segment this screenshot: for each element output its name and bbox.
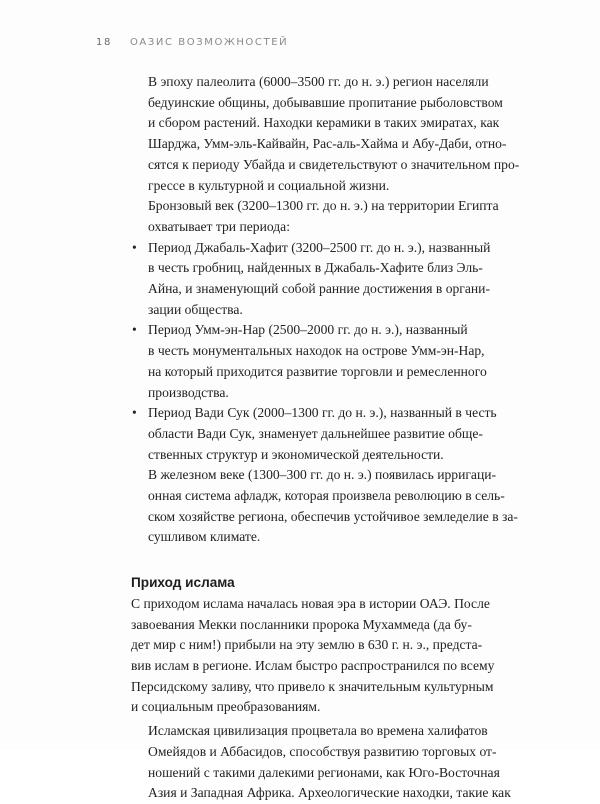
paragraph-bronze-age (131, 196, 499, 237)
text-line: Омейядов и Аббасидов, способствуя развитию торговых от- (148, 743, 497, 759)
text-line: производства. (148, 384, 229, 400)
running-head-title: ОАЗИС ВОЗМОЖНОСТЕЙ (129, 37, 289, 48)
text-line: С приходом ислама началась новая эра в истории ОАЭ. После (131, 595, 490, 611)
text-line: Период Вади Сук (2000–1300 гг. до н. э.), названный в честь (148, 405, 497, 421)
text-line: Период Умм-эн-Нар (2500–2000 гг. до н. э.), названный (148, 322, 468, 338)
text-line: вив ислам в регионе. Ислам быстро распространился по всему (131, 657, 495, 673)
text-line: охватывает три периода: (148, 218, 290, 234)
text-line: и сбором растений. Находки керамики в таких эмиратах, как (148, 115, 500, 131)
text-line: ношений с такими далекими регионами, как Юго-Восточная (148, 764, 500, 780)
text-line: области Вади Сук, знаменует дальнейшее развитие обще- (148, 425, 483, 441)
paragraph-paleolithic (131, 72, 520, 196)
text-line: В эпоху палеолита (6000–3500 гг. до н. э.) регион населяли (148, 74, 489, 89)
text-line: бедуинские общины, добывавшие пропитание рыболовством (148, 94, 503, 110)
text-line: Бронзовый век (3200–1300 гг. до н. э.) на территории Египта (148, 198, 499, 214)
text-line: сушливом климате. (148, 529, 261, 545)
text-line: Айна, и знаменующий собой ранние достижения в органи- (148, 281, 490, 297)
list-item (131, 238, 491, 321)
text-line: грессе в культурной и социальной жизни. (148, 177, 390, 193)
bullet-marker: • (132, 322, 137, 338)
text-line: зации общества. (148, 301, 243, 317)
text-line: ственных структур и экономической деятельности. (148, 446, 444, 462)
section-heading: Приход ислама (131, 575, 235, 591)
bullet-list (131, 238, 497, 466)
page-number: 18 (96, 37, 112, 48)
body-text (131, 72, 520, 804)
bullet-marker: • (132, 405, 137, 421)
text-line: Персидскому заливу, что привело к значительным культурным (131, 678, 494, 694)
paragraph-caliphates (131, 721, 511, 804)
text-line: на который приходится развитие торговли и ремесленного (148, 363, 487, 379)
text-line: Исламская цивилизация процветала во времена халифатов (148, 723, 488, 739)
paragraph-islam-arrival (131, 594, 495, 718)
text-line: Период Джабаль-Хафит (3200–2500 гг. до н. э.), названный (148, 239, 491, 255)
text-line: Азия и Западная Африка. Археологические находки, такие как (148, 785, 511, 801)
text-line: ском хозяйстве региона, обеспечив устойчивое земледелие в за- (148, 508, 518, 524)
text-line: и социальным преобразованиям. (131, 699, 321, 715)
text-line: дет мир с ним!) прибыли на эту землю в 630 г. н. э., предста- (131, 637, 483, 653)
text-line: в честь гробниц, найденных в Джабаль-Хафите близ Эль- (148, 260, 483, 276)
list-item (131, 403, 497, 465)
list-item (131, 320, 485, 403)
text-line: онная система афладж, которая произвела революцию в сель- (148, 488, 505, 504)
text-line: в честь монументальных находок на острове Умм-эн-Нар, (148, 343, 485, 359)
paragraph-iron-age (131, 465, 518, 548)
text-line: В железном веке (1300–300 гг. до н. э.) появилась ирригаци- (148, 467, 497, 483)
text-line: Шарджа, Умм-эль-Кайвайн, Рас-аль-Хайма и Абу-Даби, отно- (148, 136, 507, 152)
running-head (96, 37, 288, 48)
text-line: завоевания Мекки посланники пророка Мухаммеда (да бу- (131, 616, 472, 632)
bullet-marker: • (132, 239, 137, 255)
text-line: сятся к периоду Убайда и свидетельствуют о значительном про- (148, 156, 520, 172)
